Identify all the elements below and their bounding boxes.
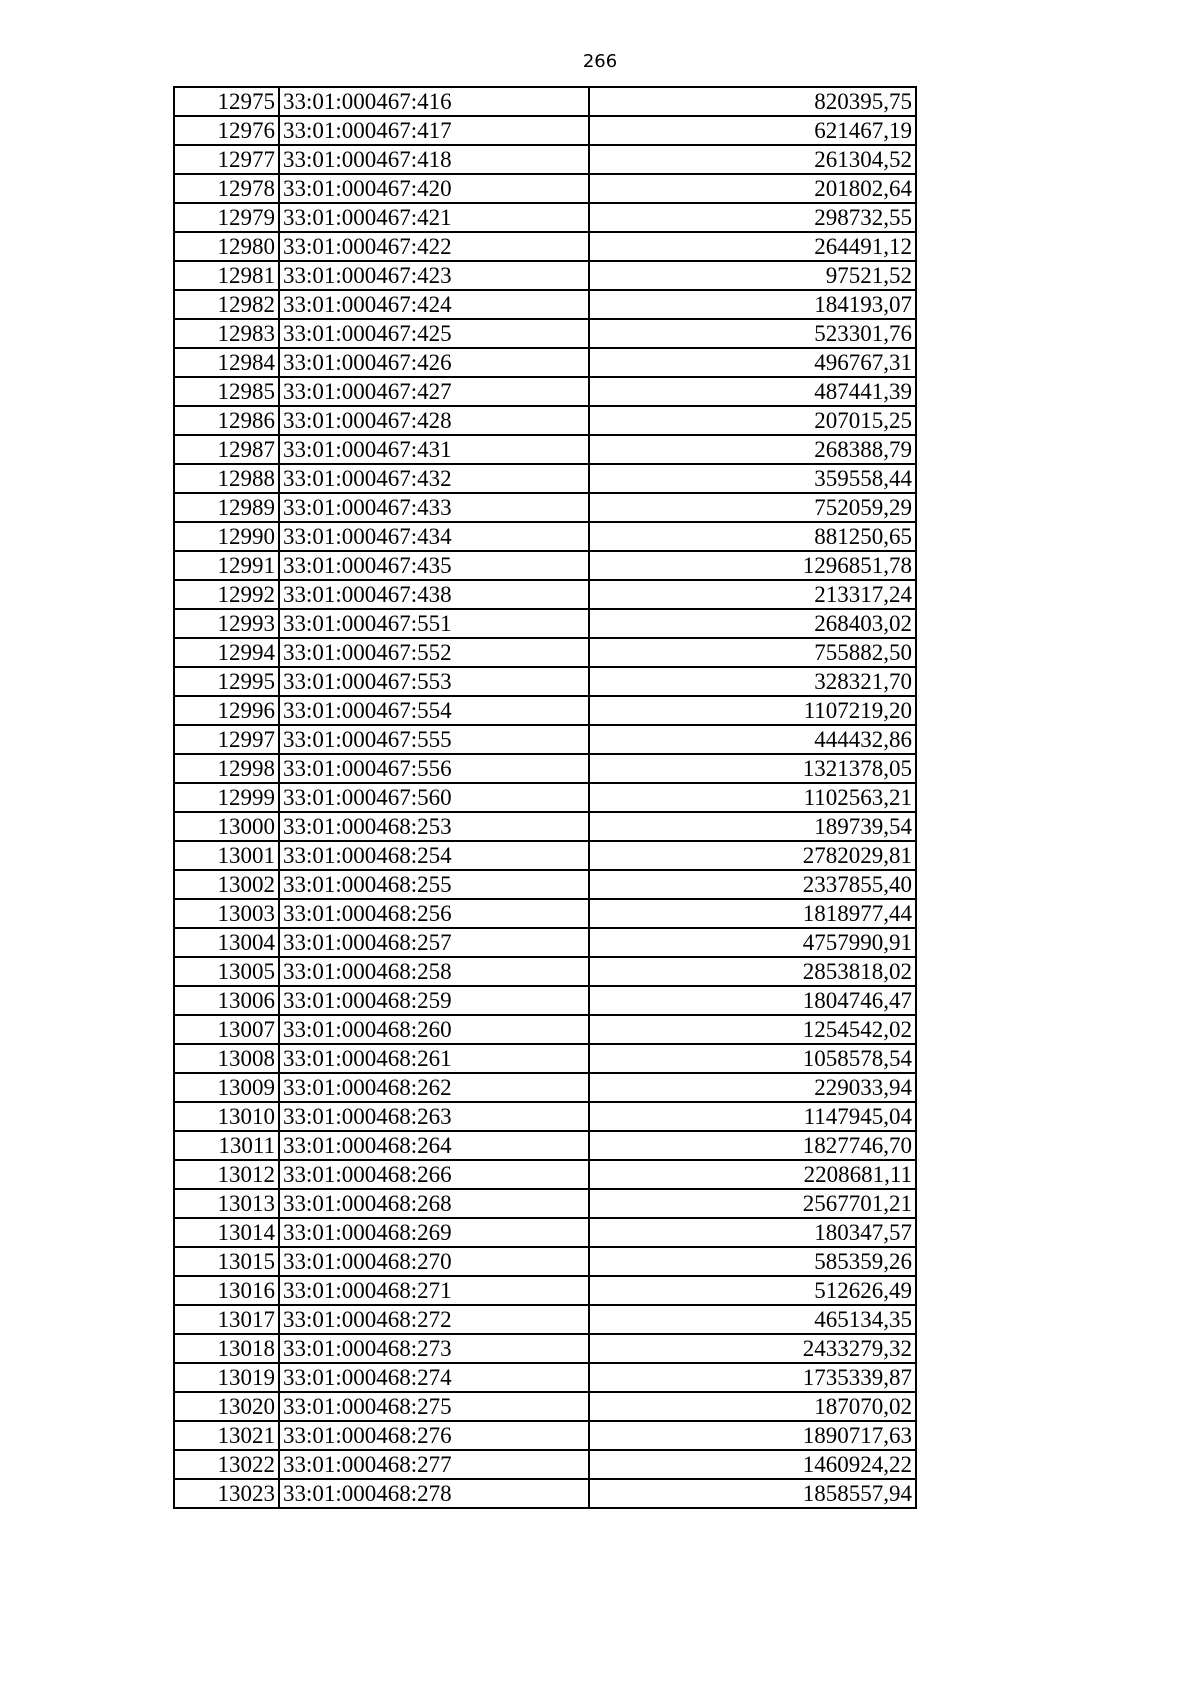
- cadastral-number: 33:01:000468:273: [279, 1334, 589, 1363]
- table-row: [174, 232, 916, 261]
- cadastral-value: 2337855,40: [589, 870, 916, 899]
- table-row: [174, 1276, 916, 1305]
- cadastral-value: 523301,76: [589, 319, 916, 348]
- cadastral-number: 33:01:000468:261: [279, 1044, 589, 1073]
- cadastral-number: 33:01:000467:428: [279, 406, 589, 435]
- row-number: 12988: [174, 464, 279, 493]
- row-number: 12995: [174, 667, 279, 696]
- cadastral-value: 359558,44: [589, 464, 916, 493]
- row-number: 12976: [174, 116, 279, 145]
- table-row: [174, 1392, 916, 1421]
- cadastral-number: 33:01:000468:270: [279, 1247, 589, 1276]
- cadastral-value: 4757990,91: [589, 928, 916, 957]
- row-number: 13013: [174, 1189, 279, 1218]
- cadastral-value: 820395,75: [589, 87, 916, 116]
- cadastral-number: 33:01:000468:259: [279, 986, 589, 1015]
- cadastral-number: 33:01:000467:551: [279, 609, 589, 638]
- row-number: 13007: [174, 1015, 279, 1044]
- cadastral-value: 2853818,02: [589, 957, 916, 986]
- cadastral-number: 33:01:000467:420: [279, 174, 589, 203]
- row-number: 13010: [174, 1102, 279, 1131]
- cadastral-number: 33:01:000468:275: [279, 1392, 589, 1421]
- cadastral-number: 33:01:000467:556: [279, 754, 589, 783]
- row-number: 13006: [174, 986, 279, 1015]
- row-number: 12991: [174, 551, 279, 580]
- cadastral-number: 33:01:000468:272: [279, 1305, 589, 1334]
- table-row: [174, 319, 916, 348]
- row-number: 12987: [174, 435, 279, 464]
- cadastral-number: 33:01:000468:276: [279, 1421, 589, 1450]
- cadastral-number: 33:01:000467:560: [279, 783, 589, 812]
- cadastral-number: 33:01:000468:255: [279, 870, 589, 899]
- cadastral-number: 33:01:000468:277: [279, 1450, 589, 1479]
- cadastral-number: 33:01:000467:425: [279, 319, 589, 348]
- table-row: [174, 464, 916, 493]
- table-row: [174, 667, 916, 696]
- cadastral-number: 33:01:000468:258: [279, 957, 589, 986]
- row-number: 12979: [174, 203, 279, 232]
- row-number: 12984: [174, 348, 279, 377]
- cadastral-number: 33:01:000467:438: [279, 580, 589, 609]
- cadastral-number: 33:01:000468:271: [279, 1276, 589, 1305]
- table-row: [174, 1044, 916, 1073]
- cadastral-value: 261304,52: [589, 145, 916, 174]
- table-row: [174, 1015, 916, 1044]
- table-row: [174, 812, 916, 841]
- cadastral-value: 180347,57: [589, 1218, 916, 1247]
- table-row: [174, 1131, 916, 1160]
- cadastral-number: 33:01:000467:552: [279, 638, 589, 667]
- table-row: [174, 1218, 916, 1247]
- cadastral-value: 298732,55: [589, 203, 916, 232]
- cadastral-number: 33:01:000468:264: [279, 1131, 589, 1160]
- cadastral-value: 328321,70: [589, 667, 916, 696]
- cadastral-value: 229033,94: [589, 1073, 916, 1102]
- row-number: 12992: [174, 580, 279, 609]
- row-number: 13017: [174, 1305, 279, 1334]
- table-row: [174, 174, 916, 203]
- cadastral-value: 207015,25: [589, 406, 916, 435]
- cadastral-number: 33:01:000467:435: [279, 551, 589, 580]
- row-number: 12997: [174, 725, 279, 754]
- table-row: [174, 1479, 916, 1508]
- row-number: 12989: [174, 493, 279, 522]
- row-number: 13005: [174, 957, 279, 986]
- row-number: 13001: [174, 841, 279, 870]
- cadastral-value: 1804746,47: [589, 986, 916, 1015]
- cadastral-number: 33:01:000468:254: [279, 841, 589, 870]
- table-row: [174, 551, 916, 580]
- cadastral-number: 33:01:000467:432: [279, 464, 589, 493]
- cadastral-value: 444432,86: [589, 725, 916, 754]
- cadastral-value: 189739,54: [589, 812, 916, 841]
- cadastral-value: 1321378,05: [589, 754, 916, 783]
- cadastral-value: 1858557,94: [589, 1479, 916, 1508]
- cadastral-value: 187070,02: [589, 1392, 916, 1421]
- table-row: [174, 841, 916, 870]
- table-row: [174, 1305, 916, 1334]
- cadastral-number: 33:01:000468:253: [279, 812, 589, 841]
- table-row: [174, 986, 916, 1015]
- row-number: 13012: [174, 1160, 279, 1189]
- cadastral-value: 755882,50: [589, 638, 916, 667]
- cadastral-number: 33:01:000467:423: [279, 261, 589, 290]
- table-row: [174, 928, 916, 957]
- cadastral-number: 33:01:000468:262: [279, 1073, 589, 1102]
- row-number: 12985: [174, 377, 279, 406]
- row-number: 13003: [174, 899, 279, 928]
- table-row: [174, 1450, 916, 1479]
- row-number: 13000: [174, 812, 279, 841]
- cadastral-value: 1058578,54: [589, 1044, 916, 1073]
- cadastral-number: 33:01:000467:553: [279, 667, 589, 696]
- table-row: [174, 1247, 916, 1276]
- row-number: 13015: [174, 1247, 279, 1276]
- row-number: 13004: [174, 928, 279, 957]
- row-number: 12980: [174, 232, 279, 261]
- row-number: 13008: [174, 1044, 279, 1073]
- cadastral-number: 33:01:000467:426: [279, 348, 589, 377]
- cadastral-value: 2433279,32: [589, 1334, 916, 1363]
- table-row: [174, 406, 916, 435]
- cadastral-number: 33:01:000468:278: [279, 1479, 589, 1508]
- row-number: 12981: [174, 261, 279, 290]
- cadastral-value: 487441,39: [589, 377, 916, 406]
- cadastral-value: 496767,31: [589, 348, 916, 377]
- row-number: 12996: [174, 696, 279, 725]
- row-number: 13009: [174, 1073, 279, 1102]
- table-row: [174, 290, 916, 319]
- cadastral-value: 268388,79: [589, 435, 916, 464]
- row-number: 12978: [174, 174, 279, 203]
- cadastral-value: 1818977,44: [589, 899, 916, 928]
- table-row: [174, 870, 916, 899]
- cadastral-value: 465134,35: [589, 1305, 916, 1334]
- cadastral-value: 1827746,70: [589, 1131, 916, 1160]
- table-row: [174, 1102, 916, 1131]
- table-row: [174, 609, 916, 638]
- row-number: 12993: [174, 609, 279, 638]
- cadastral-value: 1735339,87: [589, 1363, 916, 1392]
- cadastral-number: 33:01:000467:416: [279, 87, 589, 116]
- table-row: [174, 638, 916, 667]
- row-number: 12982: [174, 290, 279, 319]
- row-number: 12975: [174, 87, 279, 116]
- row-number: 13014: [174, 1218, 279, 1247]
- page-number: 266: [582, 51, 618, 72]
- cadastral-value: 2567701,21: [589, 1189, 916, 1218]
- table-row: [174, 1363, 916, 1392]
- cadastral-number: 33:01:000468:268: [279, 1189, 589, 1218]
- cadastral-number: 33:01:000467:433: [279, 493, 589, 522]
- cadastral-value: 512626,49: [589, 1276, 916, 1305]
- table-row: [174, 696, 916, 725]
- table-row: [174, 1421, 916, 1450]
- cadastral-number: 33:01:000468:260: [279, 1015, 589, 1044]
- cadastral-number: 33:01:000468:269: [279, 1218, 589, 1247]
- row-number: 12994: [174, 638, 279, 667]
- table-row: [174, 754, 916, 783]
- row-number: 13021: [174, 1421, 279, 1450]
- cadastral-number: 33:01:000468:257: [279, 928, 589, 957]
- cadastral-number: 33:01:000467:424: [279, 290, 589, 319]
- cadastral-number: 33:01:000467:417: [279, 116, 589, 145]
- cadastral-value: 1102563,21: [589, 783, 916, 812]
- table-row: [174, 377, 916, 406]
- table-row: [174, 580, 916, 609]
- cadastral-number: 33:01:000468:274: [279, 1363, 589, 1392]
- table-row: [174, 899, 916, 928]
- cadastral-value: 585359,26: [589, 1247, 916, 1276]
- table-row: [174, 203, 916, 232]
- row-number: 13002: [174, 870, 279, 899]
- row-number: 12986: [174, 406, 279, 435]
- row-number: 13011: [174, 1131, 279, 1160]
- row-number: 13022: [174, 1450, 279, 1479]
- cadastral-value: 268403,02: [589, 609, 916, 638]
- cadastral-value: 201802,64: [589, 174, 916, 203]
- row-number: 12990: [174, 522, 279, 551]
- row-number: 13016: [174, 1276, 279, 1305]
- table-row: [174, 493, 916, 522]
- row-number: 12983: [174, 319, 279, 348]
- row-number: 13020: [174, 1392, 279, 1421]
- cadastral-value: 752059,29: [589, 493, 916, 522]
- table-row: [174, 261, 916, 290]
- cadastral-number: 33:01:000467:418: [279, 145, 589, 174]
- table-row: [174, 522, 916, 551]
- table-row: [174, 348, 916, 377]
- cadastral-number: 33:01:000467:421: [279, 203, 589, 232]
- cadastral-number: 33:01:000467:431: [279, 435, 589, 464]
- cadastral-number: 33:01:000467:555: [279, 725, 589, 754]
- cadastral-value: 1460924,22: [589, 1450, 916, 1479]
- table-row: [174, 957, 916, 986]
- table-row: [174, 145, 916, 174]
- cadastral-number: 33:01:000468:256: [279, 899, 589, 928]
- cadastral-value: 621467,19: [589, 116, 916, 145]
- cadastral-value: 1147945,04: [589, 1102, 916, 1131]
- cadastral-number: 33:01:000467:422: [279, 232, 589, 261]
- row-number: 12977: [174, 145, 279, 174]
- table-row: [174, 1160, 916, 1189]
- cadastral-number: 33:01:000468:266: [279, 1160, 589, 1189]
- table-row: [174, 783, 916, 812]
- table-body: [174, 87, 916, 1508]
- table-row: [174, 435, 916, 464]
- row-number: 13023: [174, 1479, 279, 1508]
- table-row: [174, 1073, 916, 1102]
- cadastral-number: 33:01:000467:434: [279, 522, 589, 551]
- table-row: [174, 1334, 916, 1363]
- table-row: [174, 725, 916, 754]
- cadastral-value: 1296851,78: [589, 551, 916, 580]
- cadastral-number: 33:01:000467:554: [279, 696, 589, 725]
- row-number: 13018: [174, 1334, 279, 1363]
- cadastral-value-table: [173, 86, 917, 1509]
- cadastral-value: 213317,24: [589, 580, 916, 609]
- cadastral-number: 33:01:000467:427: [279, 377, 589, 406]
- table-row: [174, 116, 916, 145]
- table-row: [174, 87, 916, 116]
- cadastral-value: 881250,65: [589, 522, 916, 551]
- cadastral-value: 1107219,20: [589, 696, 916, 725]
- table-row: [174, 1189, 916, 1218]
- cadastral-value: 97521,52: [589, 261, 916, 290]
- row-number: 13019: [174, 1363, 279, 1392]
- cadastral-value: 1890717,63: [589, 1421, 916, 1450]
- row-number: 12998: [174, 754, 279, 783]
- cadastral-value: 184193,07: [589, 290, 916, 319]
- cadastral-value: 2782029,81: [589, 841, 916, 870]
- cadastral-value: 1254542,02: [589, 1015, 916, 1044]
- cadastral-value: 264491,12: [589, 232, 916, 261]
- cadastral-number: 33:01:000468:263: [279, 1102, 589, 1131]
- cadastral-value: 2208681,11: [589, 1160, 916, 1189]
- row-number: 12999: [174, 783, 279, 812]
